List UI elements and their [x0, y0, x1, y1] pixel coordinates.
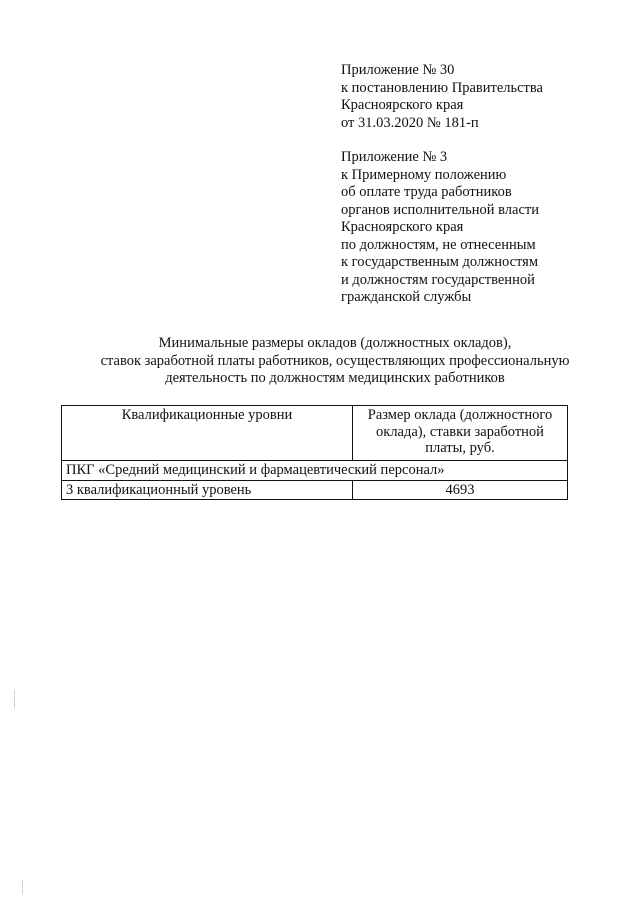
document-title-line: ставок заработной платы работников, осуществляющих профессиональную — [100, 352, 570, 369]
scan-artifact — [22, 880, 23, 894]
appendix-primary-line: Приложение № 30 — [341, 62, 455, 78]
document-title — [40, 335, 630, 388]
header-qualification-levels: Квалификационные уровни — [62, 406, 353, 461]
group-title: ПКГ «Средний медицинский и фармацевтический персонал» — [62, 461, 568, 481]
qualification-level-cell: 3 квалификационный уровень — [62, 480, 353, 500]
appendix-secondary-line: Приложение № 3 — [341, 149, 448, 165]
appendix-secondary-block — [341, 149, 539, 307]
appendix-secondary-line: Красноярского края — [341, 219, 464, 235]
document-title-line: Минимальные размеры окладов (должностных окладов), — [158, 335, 512, 351]
salary-value-cell: 4693 — [353, 480, 568, 500]
table-row — [62, 480, 568, 500]
appendix-secondary-line: органов исполнительной власти — [341, 201, 540, 218]
appendix-secondary-line: к Примерному положению — [341, 166, 507, 183]
appendix-primary-block — [341, 62, 543, 132]
appendix-secondary-line: к государственным должностям — [341, 254, 539, 270]
header-salary: Размер оклада (должностного оклада), ставки заработной платы, руб. — [353, 406, 568, 461]
salary-table — [61, 405, 568, 500]
appendix-secondary-line: об оплате труда работников — [341, 184, 512, 200]
appendix-primary-line: от 31.03.2020 № 181-п — [341, 114, 479, 131]
table-header-row — [62, 406, 568, 461]
appendix-secondary-line: гражданской службы — [341, 289, 472, 305]
appendix-secondary-line: по должностям, не отнесенным — [341, 236, 536, 253]
document-title-line: деятельность по должностям медицинских работников — [165, 370, 505, 386]
scan-artifact — [14, 690, 15, 708]
appendix-secondary-line: и должностям государственной — [341, 271, 535, 288]
table-group-row — [62, 461, 568, 481]
appendix-primary-line: Красноярского края — [341, 97, 464, 113]
appendix-primary-line: к постановлению Правительства — [341, 79, 543, 96]
